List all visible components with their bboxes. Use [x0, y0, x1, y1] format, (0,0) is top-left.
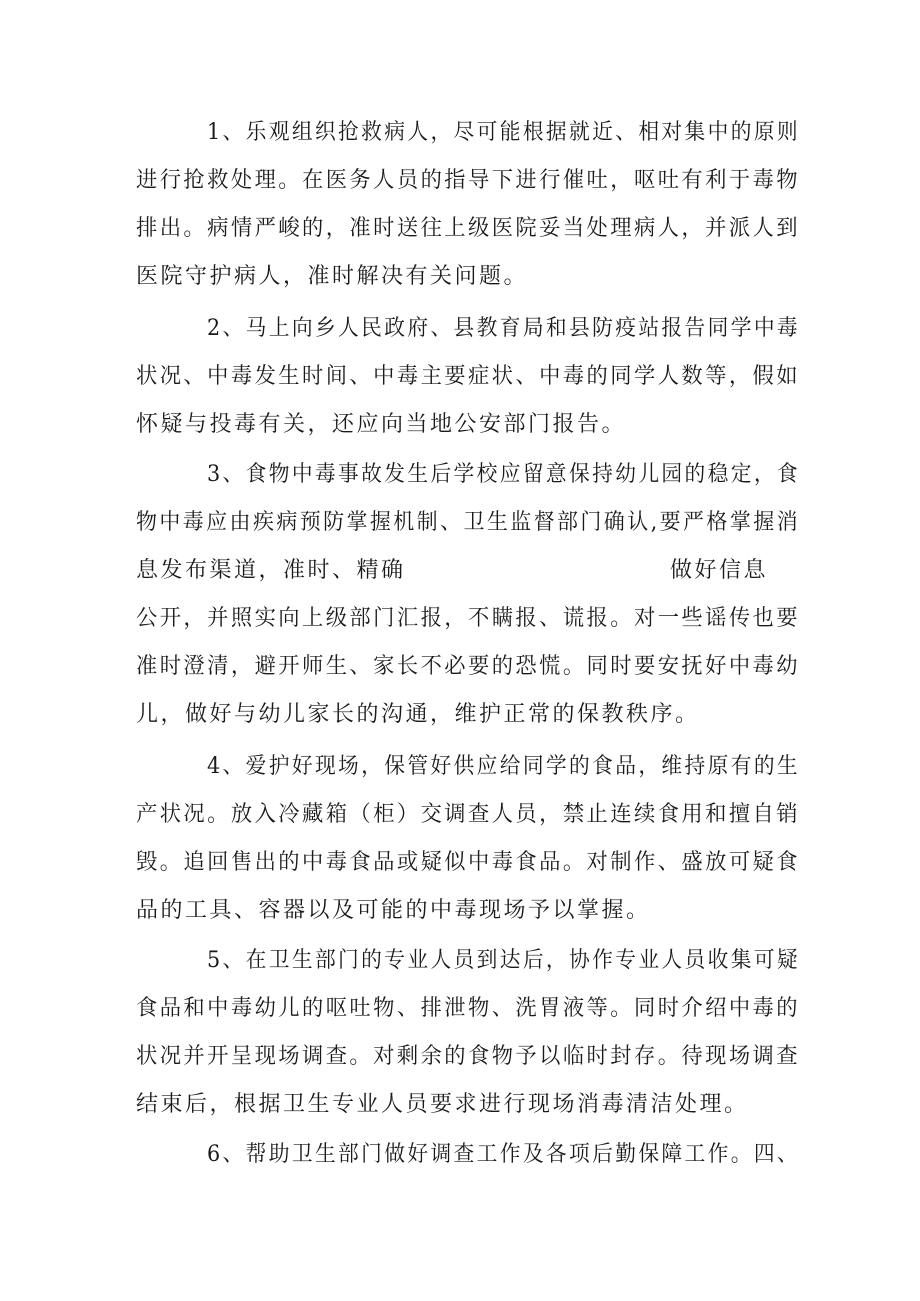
p3-line-5: 准时澄清，避开师生、家长不必要的恐慌。同时要安抚好中毒幼: [136, 654, 800, 679]
p4-line-1: 4、爱护好现场，保管好供应给同学的食品，维持原有的生: [207, 754, 801, 779]
p5-line-2: 食品和中毒幼儿的呕吐物、排泄物、洗胃液等。同时介绍中毒的: [136, 996, 800, 1021]
p4-line-4: 品的工具、容器以及可能的中毒现场予以掌握。: [136, 898, 651, 923]
p1-line-3: 排出。病情严峻的，准时送往上级医院妥当处理病人，并派人到: [136, 216, 800, 241]
p3-line-4: 公开，并照实向上级部门汇报，不瞒报、谎报。对一些谣传也要: [136, 606, 800, 631]
p2-line-2: 状况、中毒发生时间、中毒主要症状、中毒的同学人数等，假如: [136, 364, 800, 389]
p4-line-3: 毁。追回售出的中毒食品或疑似中毒食品。对制作、盛放可疑食: [136, 850, 800, 875]
p5-line-3: 状况并开呈现场调查。对剩余的食物予以临时封存。待现场调查: [136, 1044, 800, 1069]
p1-line-1: 1、乐观组织抢救病人，尽可能根据就近、相对集中的原则: [207, 120, 801, 145]
p3-line-3a: 息发布渠道，准时、精确: [136, 558, 406, 583]
p3-line-2: 物中毒应由疾病预防掌握机制、卫生监督部门确认,要严格掌握消: [136, 510, 800, 535]
p2-line-3: 怀疑与投毒有关，还应向当地公安部门报告。: [136, 412, 627, 437]
p4-line-2: 产状况。放入冷藏箱（柜）交调查人员，禁止连续食用和擅自销: [136, 802, 800, 827]
p5-line-1: 5、在卫生部门的专业人员到达后，协作专业人员收集可疑: [207, 948, 801, 973]
p2-line-1: 2、马上向乡人民政府、县教育局和县防疫站报告同学中毒: [207, 316, 801, 341]
p1-line-2: 进行抢救处理。在医务人员的指导下进行催吐，呕吐有利于毒物: [136, 168, 800, 193]
p6-line-1: 6、帮助卫生部门做好调查工作及各项后勤保障工作。四、: [207, 1142, 801, 1167]
p3-line-1: 3、食物中毒事故发生后学校应留意保持幼儿园的稳定，食: [207, 462, 801, 487]
p1-line-4: 医院守护病人，准时解决有关问题。: [136, 264, 529, 289]
p5-line-4: 结束后，根据卫生专业人员要求进行现场消毒清洁处理。: [136, 1092, 749, 1117]
p3-line-6: 儿，做好与幼儿家长的沟通，维护正常的保教秩序。: [136, 702, 700, 727]
p3-line-3b: 做好信息: [670, 558, 769, 583]
